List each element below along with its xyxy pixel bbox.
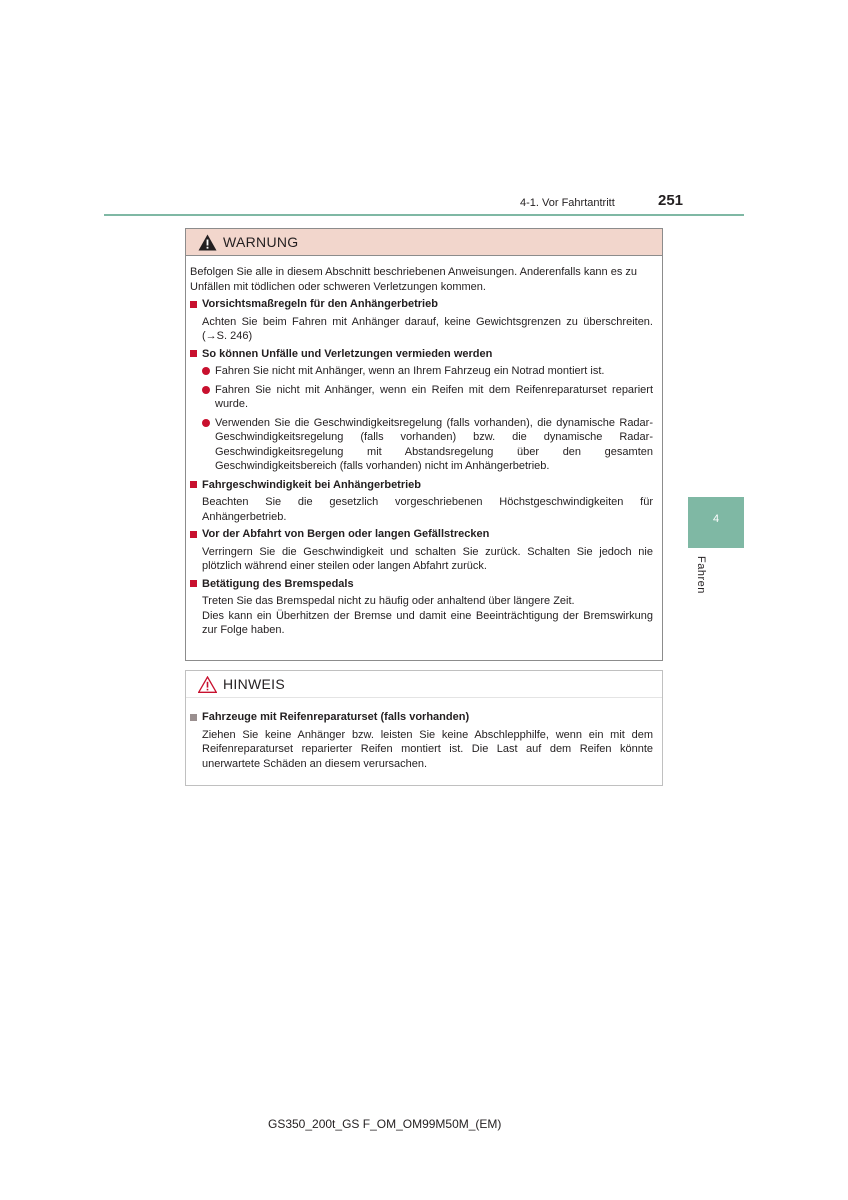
section-text: Beachten Sie die gesetzlich vorgeschriebenen Höchstgeschwindigkeiten für Anhängerbetrieb. (202, 496, 653, 523)
section-text: Treten Sie das Bremspedal nicht zu häufig oder anhaltend über längere Zeit. (202, 595, 575, 607)
warning-box (185, 228, 663, 661)
chapter-tab (688, 497, 744, 548)
section-title: So können Unfälle und Verletzungen vermieden werden (202, 347, 493, 360)
chapter-label: Fahren (695, 556, 707, 594)
round-bullet-icon (202, 419, 210, 427)
section-text: Ziehen Sie keine Anhänger bzw. leisten Sie keine Abschlepphilfe, wenn ein mit dem Reifenreparaturset reparierter Reifen montiert ist. Die Last auf dem Reifen könnte unerwartete Schäden an diesem verursachen. (202, 728, 653, 770)
warning-section (190, 577, 653, 638)
notice-section (190, 710, 653, 771)
warning-section (190, 347, 653, 474)
document-code: GS350_200t_GS F_OM_OM99M50M_(EM) (268, 1117, 502, 1131)
round-bullet-icon (202, 386, 210, 394)
warning-triangle-icon (198, 234, 217, 251)
section-title: Betätigung des Bremspedals (202, 577, 354, 590)
bullet-list (190, 364, 653, 474)
warning-header (186, 229, 662, 256)
square-bullet-icon (190, 714, 197, 721)
page-number: 251 (658, 192, 684, 209)
header-divider (104, 214, 744, 216)
warning-title: WARNUNG (223, 234, 299, 250)
warning-section (190, 478, 653, 525)
section-text: Achten Sie beim Fahren mit Anhänger darauf, keine Gewichtsgrenzen zu überschreiten. (→S. 246) (202, 315, 653, 342)
warning-body (186, 256, 662, 638)
warning-section (190, 527, 653, 574)
notice-box (185, 670, 663, 786)
section-text: Verringern Sie die Geschwindigkeit und schalten Sie zurück. Schalten Sie jedoch nie plötzlich während einer steilen oder langen Abfahrt zurück. (202, 545, 653, 572)
section-text: Dies kann ein Überhitzen der Bremse und damit eine Beeinträchtigung der Bremswirkung zur Folge haben. (202, 609, 653, 636)
list-item: Fahren Sie nicht mit Anhänger, wenn ein Reifen mit dem Reifenreparaturset repariert wurde. (202, 383, 653, 412)
caution-triangle-icon (198, 676, 217, 693)
square-bullet-icon (190, 481, 197, 488)
square-bullet-icon (190, 301, 197, 308)
warning-intro: Befolgen Sie alle in diesem Abschnitt beschriebenen Anweisungen. Anderenfalls kann es zu Unfällen mit tödlichen oder schweren Verletzungen kommen. (190, 266, 638, 293)
notice-title: HINWEIS (223, 676, 285, 692)
section-header: 4-1. Vor Fahrtantritt (520, 197, 615, 209)
square-bullet-icon (190, 350, 197, 357)
notice-body (186, 698, 662, 771)
notice-header (186, 671, 662, 698)
list-item: Fahren Sie nicht mit Anhänger, wenn an Ihrem Fahrzeug ein Notrad montiert ist. (202, 364, 653, 379)
square-bullet-icon (190, 580, 197, 587)
square-bullet-icon (190, 531, 197, 538)
section-title: Fahrzeuge mit Reifenreparaturset (falls vorhanden) (202, 711, 470, 723)
round-bullet-icon (202, 367, 210, 375)
list-item: Verwenden Sie die Geschwindigkeitsregelung (falls vorhanden), die dynamische Radar-Geschwindigkeitsregelung (falls vorhanden) bzw. die dynamische Radar-Geschwindigkeitsregelung mit Abstandsregelung über den gesamten Geschwindigkeitsbereich (falls vorhanden) nicht im Anhängerbetrieb. (202, 416, 653, 474)
section-title: Vor der Abfahrt von Bergen oder langen Gefällstrecken (202, 528, 490, 540)
section-title: Fahrgeschwindigkeit bei Anhängerbetrieb (202, 478, 422, 491)
chapter-number: 4 (712, 513, 720, 525)
section-title: Vorsichtsmaßregeln für den Anhängerbetrieb (202, 298, 438, 310)
warning-section (190, 297, 653, 344)
